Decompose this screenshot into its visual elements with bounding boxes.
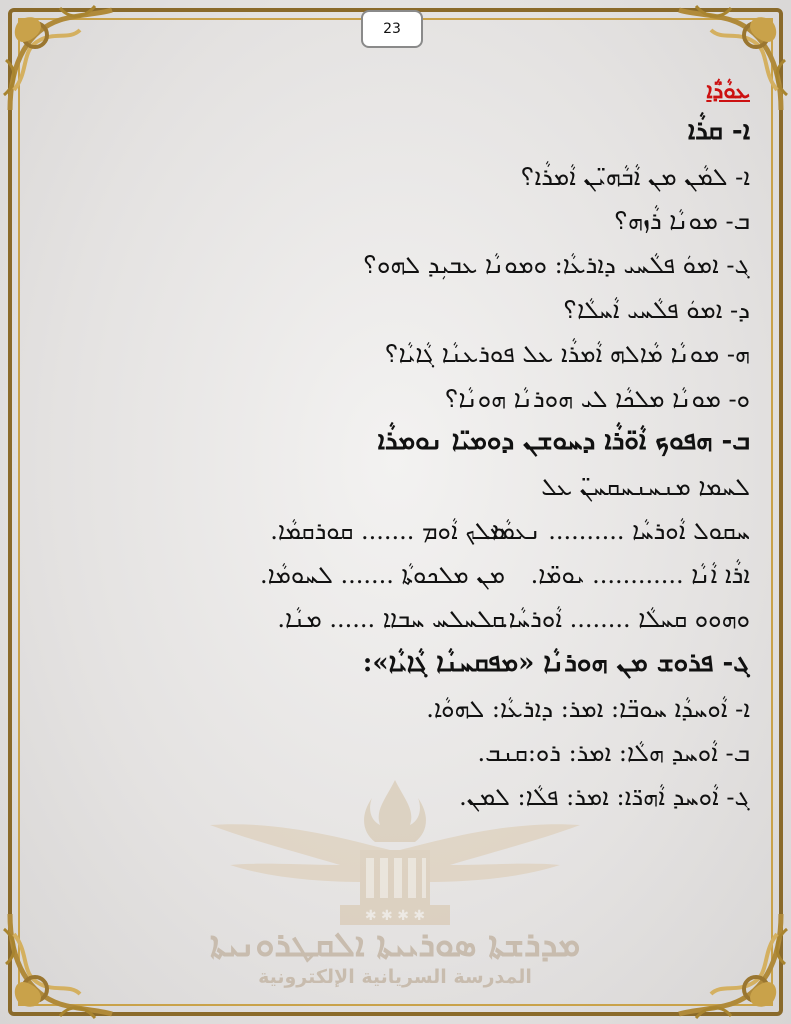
question-line: ܓ- ܐܡܘܿ ܦܠܵܚܝ ܕܐܪܥܵܐ: ܘܡܘܢܵܐ ܥܒܝܼܕ ܠܗܘ؟ <box>363 251 750 279</box>
watermark-syriac-text: ܡܕܪܫܬܐ ܣܘܪܝܝܬܐ ܐܠܩܛܪܘܢܝܬܐ <box>209 925 581 965</box>
section-c-title: ܓ- ܦܪܘܫ ܡܢ ܗܘܪܢܵܐ «ܡܦܩܚܢܵܐ ܓܵܐܝܵܐ»: <box>362 648 750 678</box>
section-c-item: ܒ- ܐܵܘܚܕ ܗܠܵܐ: ܐܡܪ: ܪܘ:ܩܢܒ. <box>477 739 750 767</box>
exercise-item: ܚܩܘܠ ܐܵܘܪܚܵܐ .......... ܢܥܡܵܐ. <box>484 517 750 545</box>
lesson-content <box>60 70 750 830</box>
exercise-item: ܘܗܘܘ ܩܚܠܵܐ ........ ܐܵܘܪܚܵܐ. <box>501 605 750 633</box>
question-line: ܒ- ܡܘܢܵܐ ܪܵܙܗ؟ <box>614 207 750 235</box>
question-line: ܐ- ܠܡܵܢ ܡܢ ܐܵܒܵܗܝ̈ܢ ܐܵܡܪܵܐ؟ <box>521 163 750 191</box>
exercise-item: ܐܪܵܐ ܐܵܢܵܐ ............ ܝܘܡ̈ܐ. <box>530 561 750 589</box>
corner-ornament-icon <box>0 904 120 1024</box>
word-bank: ܠܚܡܐ ܡܢܚܢܚܩܚܢ̈ ܥܠ <box>541 473 750 501</box>
section-c-item: ܓ- ܐܵܘܚܕ ܐܵܗܪ̈ܐ: ܐܡܪ: ܦܠܵܐ: ܠܡܢ. <box>459 783 750 811</box>
section-c-item: ܐ- ܐܵܘܚܕܵܐ ܚܘܒ̈ܐ: ܐܡܪ: ܕܐܪܥܵܐ: ܠܗܘܵܐ. <box>426 695 750 723</box>
watermark-arabic-text: المدرسة السريانية الإلكترونية <box>258 966 532 988</box>
svg-text:✱ ✱ ✱ ✱: ✱ ✱ ✱ ✱ <box>364 908 426 924</box>
section-b-title: ܒ- ܗܦܘܟ ܐܵܘ̈ܪܵܐ ܕܚܘܫܢ ܕܘܡܝ̈ܐ ܢܘܡܪܵܐ <box>377 426 750 456</box>
question-line: ܕ- ܐܡܘܿ ܦܠܵܚܝ ܐܵܚܠܵܐ؟ <box>563 296 750 324</box>
page-number: 23 <box>361 10 423 48</box>
exercise-item: ܡܠܟ ܐܵܘܡ ....... ܩܘܪܩܡܵܐ. <box>270 517 505 545</box>
exercise-item: ܡܢ ܡܠܟܘܬܵܐ ....... ܠܚܘܡܵܐ. <box>260 561 505 589</box>
corner-ornament-icon <box>671 904 791 1024</box>
section-a-title: ܐ- ܩܪܵܐ <box>687 116 750 146</box>
question-line: ܘ- ܡܘܢܵܐ ܡܠܟܵܐ ܠܝ ܗܘܪܢܵܐ ܗܘܢܵܐ؟ <box>445 385 750 413</box>
question-line: ܗ- ܡܘܢܵܐ ܡܵܐܠܗ ܐܵܡܪܵܐ ܥܠ ܦܘܪܥܢܵܐ ܓܵܐܝܵܐ؟ <box>385 340 750 368</box>
section-heading: ܥܘܵܕ̈ܵܐ <box>706 78 750 104</box>
exercise-item: ܩܠܚܠܚ ܚܒܐܐ ...... ܡܢܵܐ. <box>277 605 505 633</box>
